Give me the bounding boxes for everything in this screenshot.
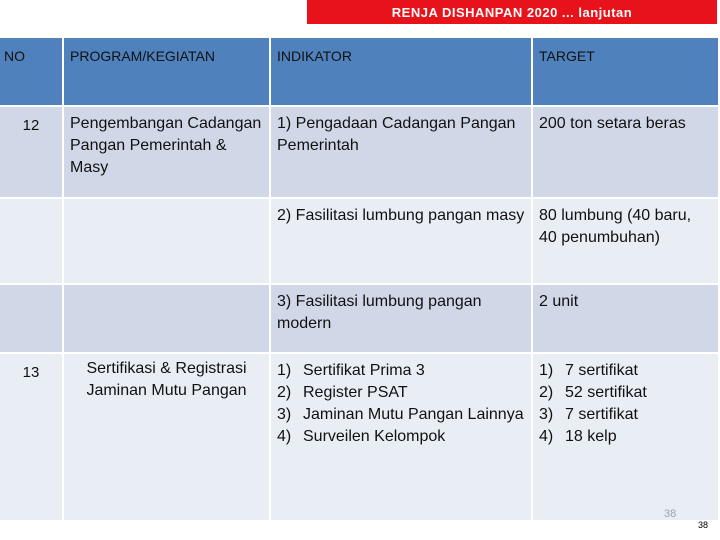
row-3-no [0, 285, 62, 352]
row-12-indicator: 1) Pengadaan Cadangan Pangan Pemerintah [271, 107, 531, 197]
list-item: 3) Jaminan Mutu Pangan Lainnya [277, 406, 524, 423]
row-12-program: Pengembangan Cadangan Pangan Pemerintah & Masy [64, 107, 269, 197]
row-12-no: 12 [0, 107, 62, 197]
header-program: PROGRAM/KEGIATAN [64, 38, 269, 105]
row-2-target: 80 lumbung (40 baru, 40 penumbuhan) [533, 199, 718, 283]
header-indicator: INDIKATOR [271, 38, 531, 105]
row-13-indicators [271, 354, 531, 520]
row-2-program [64, 199, 269, 283]
list-item: 1) Sertifikat Prima 3 [277, 362, 425, 379]
row-3-indicator: 3) Fasilitasi lumbung pangan modern [271, 285, 531, 352]
row-2-no [0, 199, 62, 283]
list-item: 3) 7 sertifikat [539, 406, 638, 423]
row-12-target: 200 ton setara beras [533, 107, 718, 197]
page-number: 38 [664, 508, 677, 520]
list-item: 1) 7 sertifikat [539, 362, 638, 379]
row-13-program: Sertifikasi & Registrasi Jaminan Mutu Pangan [64, 354, 269, 520]
row-13-no: 13 [0, 354, 62, 520]
row-3-target: 2 unit [533, 285, 718, 352]
row-3-program [64, 285, 269, 352]
list-item: 2) 52 sertifikat [539, 384, 647, 401]
header-no: NO [0, 38, 62, 105]
page-number-small: 38 [698, 520, 709, 530]
slide-title-banner: RENJA DISHANPAN 2020 ... lanjutan [307, 0, 717, 24]
header-target: TARGET [533, 38, 718, 105]
renja-table [0, 38, 712, 512]
row-13-targets [533, 354, 718, 520]
list-item: 4) Surveilen Kelompok [277, 428, 446, 445]
list-item: 4) 18 kelp [539, 428, 617, 445]
list-item: 2) Register PSAT [277, 384, 408, 401]
row-2-indicator: 2) Fasilitasi lumbung pangan masy [271, 199, 531, 283]
